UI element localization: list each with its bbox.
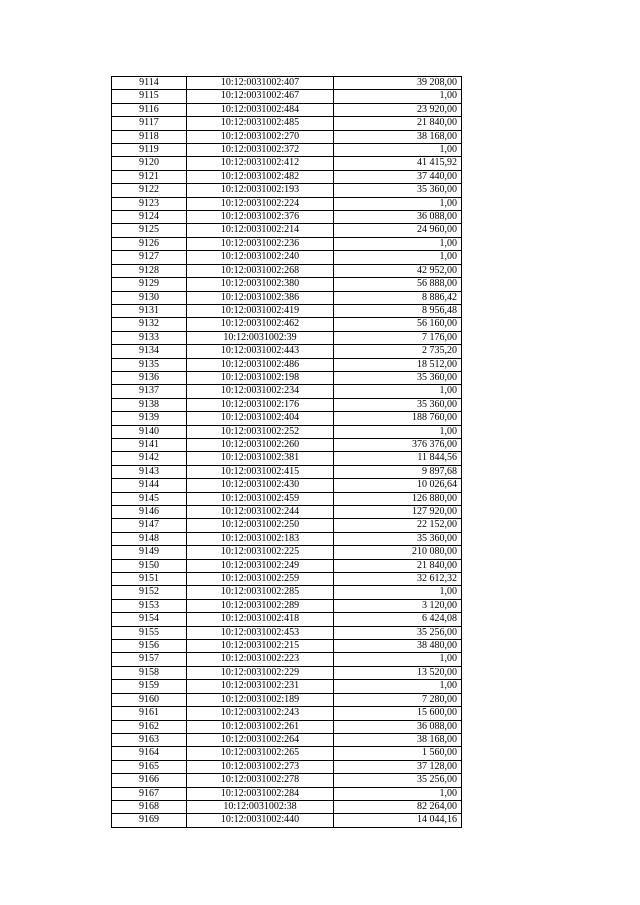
row-number-cell: 9123 xyxy=(112,197,187,210)
value-cell: 1,00 xyxy=(334,653,462,666)
cadastral-number-cell: 10:12:0031002:453 xyxy=(187,626,334,639)
table-row xyxy=(112,211,462,224)
table-row xyxy=(112,707,462,720)
table-row xyxy=(112,814,462,827)
row-number-cell: 9160 xyxy=(112,693,187,706)
row-number-cell: 9126 xyxy=(112,237,187,250)
table-row xyxy=(112,559,462,572)
cadastral-number-cell: 10:12:0031002:260 xyxy=(187,438,334,451)
value-cell: 18 512,00 xyxy=(334,358,462,371)
value-cell: 38 480,00 xyxy=(334,640,462,653)
table-row xyxy=(112,318,462,331)
value-cell: 42 952,00 xyxy=(334,264,462,277)
value-cell: 21 840,00 xyxy=(334,117,462,130)
cadastral-number-cell: 10:12:0031002:193 xyxy=(187,184,334,197)
cadastral-number-cell: 10:12:0031002:231 xyxy=(187,680,334,693)
cadastral-number-cell: 10:12:0031002:252 xyxy=(187,425,334,438)
value-cell: 35 256,00 xyxy=(334,774,462,787)
row-number-cell: 9143 xyxy=(112,465,187,478)
table-row xyxy=(112,747,462,760)
value-cell: 2 735,20 xyxy=(334,345,462,358)
row-number-cell: 9153 xyxy=(112,599,187,612)
cadastral-number-cell: 10:12:0031002:223 xyxy=(187,653,334,666)
row-number-cell: 9144 xyxy=(112,479,187,492)
cadastral-number-cell: 10:12:0031002:224 xyxy=(187,197,334,210)
row-number-cell: 9167 xyxy=(112,787,187,800)
value-cell: 35 360,00 xyxy=(334,371,462,384)
value-cell: 35 360,00 xyxy=(334,184,462,197)
cadastral-number-cell: 10:12:0031002:285 xyxy=(187,586,334,599)
value-cell: 13 520,00 xyxy=(334,666,462,679)
cadastral-number-cell: 10:12:0031002:229 xyxy=(187,666,334,679)
cadastral-number-cell: 10:12:0031002:39 xyxy=(187,331,334,344)
table-row xyxy=(112,77,462,90)
table-row xyxy=(112,586,462,599)
row-number-cell: 9154 xyxy=(112,613,187,626)
table-row xyxy=(112,117,462,130)
row-number-cell: 9156 xyxy=(112,640,187,653)
cadastral-number-cell: 10:12:0031002:289 xyxy=(187,599,334,612)
cadastral-number-cell: 10:12:0031002:443 xyxy=(187,345,334,358)
row-number-cell: 9166 xyxy=(112,774,187,787)
value-cell: 210 080,00 xyxy=(334,546,462,559)
row-number-cell: 9118 xyxy=(112,130,187,143)
value-cell: 39 208,00 xyxy=(334,77,462,90)
cadastral-number-cell: 10:12:0031002:215 xyxy=(187,640,334,653)
table-row xyxy=(112,144,462,157)
value-cell: 1,00 xyxy=(334,197,462,210)
value-cell: 9 897,68 xyxy=(334,465,462,478)
row-number-cell: 9134 xyxy=(112,345,187,358)
table-row xyxy=(112,237,462,250)
row-number-cell: 9128 xyxy=(112,264,187,277)
table-row xyxy=(112,331,462,344)
row-number-cell: 9139 xyxy=(112,412,187,425)
value-cell: 1,00 xyxy=(334,787,462,800)
value-cell: 35 360,00 xyxy=(334,532,462,545)
value-cell: 376 376,00 xyxy=(334,438,462,451)
row-number-cell: 9129 xyxy=(112,278,187,291)
value-cell: 1,00 xyxy=(334,586,462,599)
value-cell: 38 168,00 xyxy=(334,130,462,143)
table-row xyxy=(112,465,462,478)
row-number-cell: 9169 xyxy=(112,814,187,827)
cadastral-number-cell: 10:12:0031002:268 xyxy=(187,264,334,277)
value-cell: 8 886,42 xyxy=(334,291,462,304)
row-number-cell: 9124 xyxy=(112,211,187,224)
row-number-cell: 9125 xyxy=(112,224,187,237)
cadastral-number-cell: 10:12:0031002:372 xyxy=(187,144,334,157)
row-number-cell: 9132 xyxy=(112,318,187,331)
table-row xyxy=(112,532,462,545)
row-number-cell: 9133 xyxy=(112,331,187,344)
cadastral-number-cell: 10:12:0031002:415 xyxy=(187,465,334,478)
table-row xyxy=(112,291,462,304)
value-cell: 6 424,08 xyxy=(334,613,462,626)
row-number-cell: 9159 xyxy=(112,680,187,693)
row-number-cell: 9135 xyxy=(112,358,187,371)
cadastral-number-cell: 10:12:0031002:270 xyxy=(187,130,334,143)
cadastral-number-cell: 10:12:0031002:467 xyxy=(187,90,334,103)
row-number-cell: 9119 xyxy=(112,144,187,157)
value-cell: 188 760,00 xyxy=(334,412,462,425)
cadastral-number-cell: 10:12:0031002:250 xyxy=(187,519,334,532)
value-cell: 36 088,00 xyxy=(334,211,462,224)
cadastral-number-cell: 10:12:0031002:284 xyxy=(187,787,334,800)
row-number-cell: 9120 xyxy=(112,157,187,170)
cadastral-number-cell: 10:12:0031002:243 xyxy=(187,707,334,720)
row-number-cell: 9147 xyxy=(112,519,187,532)
row-number-cell: 9145 xyxy=(112,492,187,505)
row-number-cell: 9115 xyxy=(112,90,187,103)
table-row xyxy=(112,787,462,800)
cadastral-number-cell: 10:12:0031002:462 xyxy=(187,318,334,331)
value-cell: 1,00 xyxy=(334,680,462,693)
row-number-cell: 9146 xyxy=(112,506,187,519)
row-number-cell: 9131 xyxy=(112,304,187,317)
value-cell: 56 160,00 xyxy=(334,318,462,331)
row-number-cell: 9151 xyxy=(112,573,187,586)
cadastral-number-cell: 10:12:0031002:225 xyxy=(187,546,334,559)
value-cell: 10 026,64 xyxy=(334,479,462,492)
value-cell: 1,00 xyxy=(334,237,462,250)
value-cell: 56 888,00 xyxy=(334,278,462,291)
table-row xyxy=(112,760,462,773)
row-number-cell: 9157 xyxy=(112,653,187,666)
table-row xyxy=(112,264,462,277)
row-number-cell: 9141 xyxy=(112,438,187,451)
table-row xyxy=(112,398,462,411)
table-row xyxy=(112,666,462,679)
table-row xyxy=(112,599,462,612)
table-row xyxy=(112,385,462,398)
row-number-cell: 9148 xyxy=(112,532,187,545)
cadastral-number-cell: 10:12:0031002:407 xyxy=(187,77,334,90)
cadastral-number-cell: 10:12:0031002:404 xyxy=(187,412,334,425)
value-cell: 8 956,48 xyxy=(334,304,462,317)
table-row xyxy=(112,197,462,210)
table-row xyxy=(112,492,462,505)
table-row xyxy=(112,438,462,451)
table-row xyxy=(112,371,462,384)
table-row xyxy=(112,626,462,639)
value-cell: 127 920,00 xyxy=(334,506,462,519)
row-number-cell: 9155 xyxy=(112,626,187,639)
row-number-cell: 9150 xyxy=(112,559,187,572)
table-row xyxy=(112,304,462,317)
table-row xyxy=(112,506,462,519)
value-cell: 36 088,00 xyxy=(334,720,462,733)
table-row xyxy=(112,345,462,358)
row-number-cell: 9138 xyxy=(112,398,187,411)
table-row xyxy=(112,519,462,532)
row-number-cell: 9130 xyxy=(112,291,187,304)
table-row xyxy=(112,720,462,733)
row-number-cell: 9168 xyxy=(112,800,187,813)
cadastral-number-cell: 10:12:0031002:486 xyxy=(187,358,334,371)
row-number-cell: 9140 xyxy=(112,425,187,438)
row-number-cell: 9114 xyxy=(112,77,187,90)
value-cell: 7 280,00 xyxy=(334,693,462,706)
table-row xyxy=(112,452,462,465)
value-cell: 126 880,00 xyxy=(334,492,462,505)
cadastral-number-cell: 10:12:0031002:214 xyxy=(187,224,334,237)
cadastral-number-cell: 10:12:0031002:459 xyxy=(187,492,334,505)
table-row xyxy=(112,800,462,813)
table-body xyxy=(112,77,462,828)
cadastral-number-cell: 10:12:0031002:278 xyxy=(187,774,334,787)
cadastral-number-cell: 10:12:0031002:380 xyxy=(187,278,334,291)
cadastral-number-cell: 10:12:0031002:38 xyxy=(187,800,334,813)
cadastral-number-cell: 10:12:0031002:381 xyxy=(187,452,334,465)
table-row xyxy=(112,170,462,183)
value-cell: 82 264,00 xyxy=(334,800,462,813)
table-row xyxy=(112,90,462,103)
cadastral-number-cell: 10:12:0031002:412 xyxy=(187,157,334,170)
table-row xyxy=(112,103,462,116)
cadastral-number-cell: 10:12:0031002:261 xyxy=(187,720,334,733)
cadastral-number-cell: 10:12:0031002:485 xyxy=(187,117,334,130)
value-cell: 38 168,00 xyxy=(334,733,462,746)
cadastral-number-cell: 10:12:0031002:484 xyxy=(187,103,334,116)
table-row xyxy=(112,680,462,693)
value-cell: 23 920,00 xyxy=(334,103,462,116)
value-cell: 37 440,00 xyxy=(334,170,462,183)
value-cell: 14 044,16 xyxy=(334,814,462,827)
value-cell: 1 560,00 xyxy=(334,747,462,760)
cadastral-number-cell: 10:12:0031002:440 xyxy=(187,814,334,827)
cadastral-number-cell: 10:12:0031002:249 xyxy=(187,559,334,572)
table-row xyxy=(112,224,462,237)
table-row xyxy=(112,613,462,626)
row-number-cell: 9117 xyxy=(112,117,187,130)
value-cell: 32 612,32 xyxy=(334,573,462,586)
row-number-cell: 9165 xyxy=(112,760,187,773)
value-cell: 37 128,00 xyxy=(334,760,462,773)
table-row xyxy=(112,412,462,425)
value-cell: 3 120,00 xyxy=(334,599,462,612)
row-number-cell: 9136 xyxy=(112,371,187,384)
value-cell: 24 960,00 xyxy=(334,224,462,237)
value-cell: 1,00 xyxy=(334,425,462,438)
value-cell: 35 256,00 xyxy=(334,626,462,639)
cadastral-number-cell: 10:12:0031002:264 xyxy=(187,733,334,746)
table-row xyxy=(112,184,462,197)
row-number-cell: 9122 xyxy=(112,184,187,197)
table-row xyxy=(112,774,462,787)
cadastral-number-cell: 10:12:0031002:419 xyxy=(187,304,334,317)
cadastral-number-cell: 10:12:0031002:183 xyxy=(187,532,334,545)
table-row xyxy=(112,546,462,559)
cadastral-number-cell: 10:12:0031002:236 xyxy=(187,237,334,250)
table-row xyxy=(112,693,462,706)
row-number-cell: 9127 xyxy=(112,251,187,264)
value-cell: 41 415,92 xyxy=(334,157,462,170)
value-cell: 11 844,56 xyxy=(334,452,462,465)
row-number-cell: 9162 xyxy=(112,720,187,733)
table-row xyxy=(112,640,462,653)
cadastral-number-cell: 10:12:0031002:376 xyxy=(187,211,334,224)
row-number-cell: 9164 xyxy=(112,747,187,760)
value-cell: 1,00 xyxy=(334,385,462,398)
row-number-cell: 9116 xyxy=(112,103,187,116)
row-number-cell: 9149 xyxy=(112,546,187,559)
table-row xyxy=(112,358,462,371)
row-number-cell: 9152 xyxy=(112,586,187,599)
table-row xyxy=(112,251,462,264)
row-number-cell: 9163 xyxy=(112,733,187,746)
value-cell: 7 176,00 xyxy=(334,331,462,344)
cadastral-number-cell: 10:12:0031002:482 xyxy=(187,170,334,183)
cadastral-number-cell: 10:12:0031002:430 xyxy=(187,479,334,492)
cadastral-number-cell: 10:12:0031002:386 xyxy=(187,291,334,304)
cadastral-number-cell: 10:12:0031002:176 xyxy=(187,398,334,411)
cadastral-number-cell: 10:12:0031002:234 xyxy=(187,385,334,398)
cadastral-value-table xyxy=(111,76,462,828)
row-number-cell: 9121 xyxy=(112,170,187,183)
cadastral-number-cell: 10:12:0031002:273 xyxy=(187,760,334,773)
row-number-cell: 9161 xyxy=(112,707,187,720)
value-cell: 35 360,00 xyxy=(334,398,462,411)
cadastral-number-cell: 10:12:0031002:418 xyxy=(187,613,334,626)
cadastral-number-cell: 10:12:0031002:198 xyxy=(187,371,334,384)
table-row xyxy=(112,653,462,666)
cadastral-number-cell: 10:12:0031002:244 xyxy=(187,506,334,519)
value-cell: 15 600,00 xyxy=(334,707,462,720)
value-cell: 1,00 xyxy=(334,251,462,264)
table-row xyxy=(112,425,462,438)
value-cell: 1,00 xyxy=(334,144,462,157)
row-number-cell: 9142 xyxy=(112,452,187,465)
row-number-cell: 9158 xyxy=(112,666,187,679)
table-row xyxy=(112,130,462,143)
table-row xyxy=(112,733,462,746)
value-cell: 1,00 xyxy=(334,90,462,103)
table-row xyxy=(112,157,462,170)
cadastral-number-cell: 10:12:0031002:259 xyxy=(187,573,334,586)
table-row xyxy=(112,278,462,291)
cadastral-number-cell: 10:12:0031002:265 xyxy=(187,747,334,760)
value-cell: 22 152,00 xyxy=(334,519,462,532)
cadastral-number-cell: 10:12:0031002:189 xyxy=(187,693,334,706)
cadastral-number-cell: 10:12:0031002:240 xyxy=(187,251,334,264)
table-row xyxy=(112,479,462,492)
row-number-cell: 9137 xyxy=(112,385,187,398)
table-row xyxy=(112,573,462,586)
value-cell: 21 840,00 xyxy=(334,559,462,572)
